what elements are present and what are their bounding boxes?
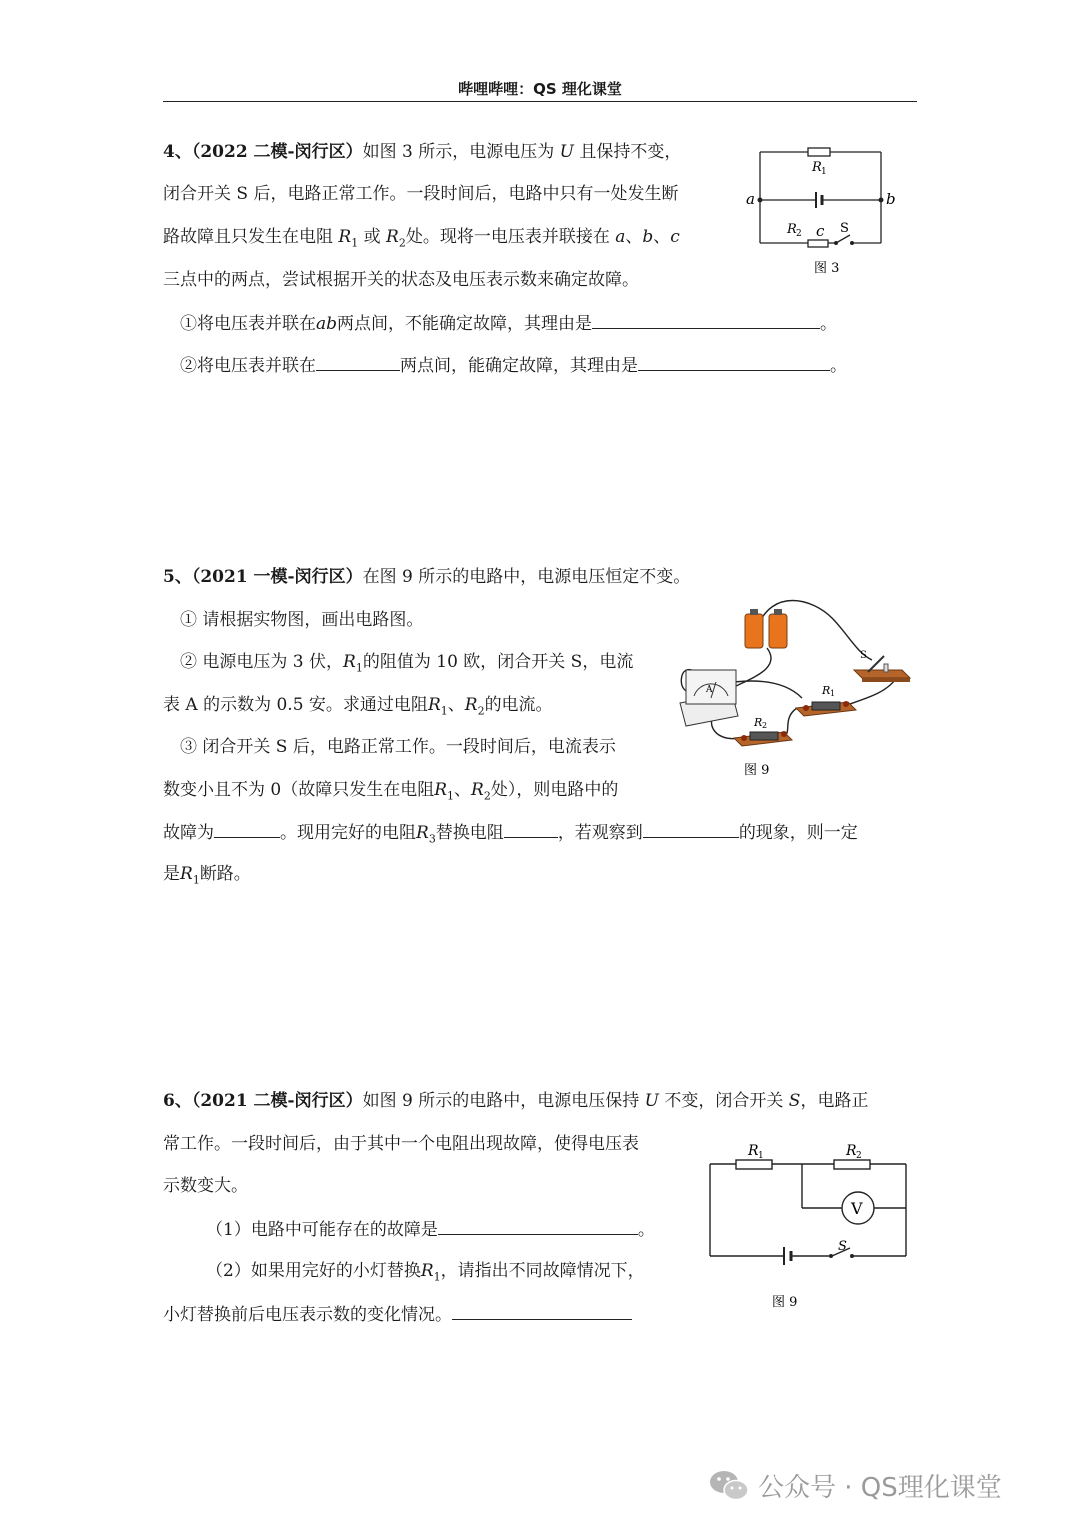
q6-subq-1: （1）电路中可能存在的故障是 。 — [206, 1220, 655, 1240]
q5-answer-blank-1[interactable] — [214, 821, 280, 838]
q6-subq-2: （2）如果用完好的小灯替换$R_1$，请指出不同故障情况下， — [206, 1261, 645, 1284]
q4-line-2: 闭合开关 S 后，电路正常工作。一段时间后，电路中只有一处发生断 — [163, 184, 679, 204]
label-r1: R — [748, 1143, 759, 1159]
svg-text:A: A — [706, 685, 713, 695]
svg-text:S: S — [860, 650, 867, 661]
q6-line-1: 6、（2021 二模-闵行区）如图 9 所示的电路中，电源电压保持 U 不变，闭合开关 S，电路正 — [163, 1091, 869, 1111]
q5-answer-blank-3[interactable] — [643, 821, 739, 838]
svg-text:2: 2 — [856, 1151, 862, 1161]
label-c: c — [816, 222, 825, 240]
q4-line-4: 三点中的两点，尝试根据开关的状态及电压表示数来确定故障。 — [163, 270, 639, 290]
resistor-r1-icon — [796, 701, 856, 716]
q6-circuit-figure — [700, 1135, 915, 1315]
svg-text:R: R — [754, 716, 763, 729]
label-r1: R — [812, 160, 822, 175]
q4-label: 4、（2022 二模-闵行区） — [163, 142, 363, 162]
svg-text:2: 2 — [762, 721, 768, 730]
svg-text:1: 1 — [830, 689, 836, 698]
q4-answer-blank-1[interactable] — [592, 312, 820, 329]
q5-line-7: 故障为 。现用完好的电阻$R_3$替换电阻 ，若观察到 的现象，则一定 — [163, 823, 858, 846]
q5-answer-blank-2[interactable] — [504, 821, 558, 838]
svg-text:1: 1 — [758, 1151, 764, 1161]
wechat-icon — [708, 1467, 750, 1503]
fig3-caption: 图 3 — [814, 261, 840, 276]
label-r2: R — [846, 1143, 857, 1159]
q5-line-4: 表 A 的示数为 0.5 安。求通过电阻$R_1$、$R_2$的电流。 — [163, 695, 553, 718]
svg-text:2: 2 — [796, 229, 802, 239]
q6-line-3: 示数变大。 — [163, 1176, 248, 1196]
q4-answer-blank-3[interactable] — [638, 354, 830, 371]
svg-text:1: 1 — [821, 167, 827, 177]
q6-label: 6、（2021 二模-闵行区） — [163, 1091, 363, 1111]
q6-answer-blank-1[interactable] — [438, 1218, 638, 1235]
q4-line-3: 路故障且只发生在电阻 $R_1$ 或 $R_2$处。现将一电压表并联接在 a、b、c — [163, 227, 680, 250]
label-r2: R — [787, 222, 797, 237]
q5-line-8: 是$R_1$断路。 — [163, 864, 251, 887]
q5-line-5: ③ 闭合开关 S 后，电路正常工作。一段时间后，电流表示 — [180, 737, 616, 757]
header-divider — [163, 101, 917, 102]
ammeter-icon — [680, 670, 738, 726]
q4-line-1: 4、（2022 二模-闵行区）如图 3 所示，电源电压为 U 且保持不变， — [163, 142, 682, 162]
label-s: S — [840, 221, 849, 236]
q6-answer-blank-2[interactable] — [452, 1303, 632, 1320]
q5-line-3: ② 电源电压为 3 伏，$R_1$的阻值为 10 欧，闭合开关 S，电流 — [180, 652, 634, 675]
resistor-r1 — [808, 148, 830, 156]
label-s: S — [838, 1239, 847, 1254]
q6-line-6: 小灯替换前后电压表示数的变化情况。 — [163, 1303, 632, 1326]
battery-icon — [745, 609, 787, 648]
q4-answer-blank-2[interactable] — [316, 354, 400, 371]
resistor-r2-icon — [734, 731, 792, 746]
svg-text:R: R — [822, 684, 831, 697]
q4-circuit-figure — [740, 140, 910, 280]
q6-line-2: 常工作。一段时间后，由于其中一个电阻出现故障，使得电压表 — [163, 1134, 639, 1154]
fig9-caption-2: 图 9 — [772, 1295, 798, 1310]
watermark — [708, 1465, 1002, 1505]
label-a: a — [746, 190, 755, 208]
watermark-text: 公众号 · QS理化课堂 — [758, 1472, 1002, 1503]
fig9-caption: 图 9 — [744, 763, 770, 778]
page-header: 哔哩哔哩：QS 理化课堂 — [458, 80, 622, 98]
q5-label: 5、（2021 一模-闵行区） — [163, 567, 363, 587]
q4-subq-1: ①将电压表并联在ab两点间，不能确定故障，其理由是 。 — [180, 314, 838, 334]
q5-line-2: ① 请根据实物图，画出电路图。 — [180, 610, 424, 630]
voltmeter-icon: V — [851, 1199, 863, 1218]
q5-physical-circuit-figure — [672, 598, 912, 783]
q5-line-6: 数变小且不为 0（故障只发生在电阻$R_1$、$R_2$处），则电路中的 — [163, 780, 619, 803]
q4-subq-2: ②将电压表并联在 两点间，能确定故障，其理由是 。 — [180, 356, 847, 376]
label-b: b — [886, 190, 896, 208]
q5-line-1: 5、（2021 一模-闵行区）在图 9 所示的电路中，电源电压恒定不变。 — [163, 567, 691, 587]
